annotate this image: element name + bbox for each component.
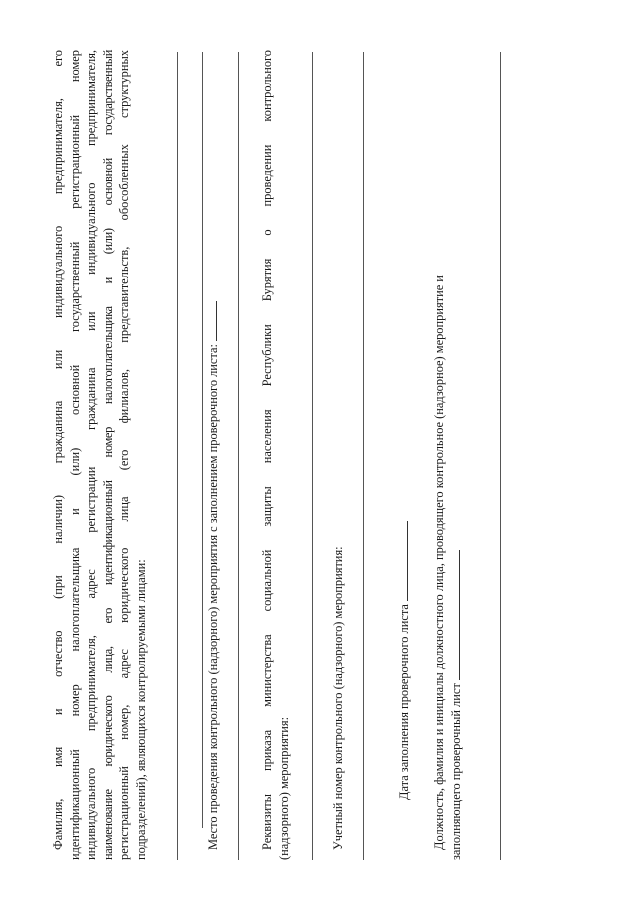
fill-date-field [396,521,408,601]
blank-line-3 [238,52,239,860]
inspection-place-label: Место проведения контрольного (надзорного) мероприятия с заполнением проверочного листа: [205,50,222,860]
fill-date-label: Дата заполнения проверочного листа [396,50,413,860]
official-field [448,550,460,680]
blank-line-6 [500,52,501,860]
official-label-line-1: Должность, фамилия и инициалы должностного лица, проводящего контрольное (надзорное) мероприятие и [432,275,446,850]
controlled-person-label-line-6: подразделений), являющихся контролируемыми лицами: [134,559,148,860]
controlled-person-label-line-1: Фамилия, имя и отчество (при наличии) гражданина или индивидуального предпринимателя, его [51,50,65,850]
controlled-person-label-line-4: наименование юридического лица, его идентификационный номер налогоплательщика и (или) основной государственный [100,50,115,860]
controlled-person-label-line-5: регистрационный номер, адрес юридического лица (его филиалов, представительств, обособленных структурных [117,50,132,860]
blank-line-4 [312,52,313,860]
official-label-line-2: заполняющего проверочный лист [448,50,465,860]
blank-line-1 [177,52,178,860]
blank-line-5 [363,52,364,860]
controlled-person-label-line-3: индивидуального предпринимателя, адрес регистрации гражданина или индивидуального предпринимателя, [84,50,99,860]
blank-line-2 [202,52,203,828]
order-details-label-line-2: (надзорного) мероприятия: [276,716,291,860]
rotated-form [50,50,520,860]
inspection-place-fill [205,301,217,341]
account-number-label: Учетный номер контрольного (надзорного) мероприятия: [331,546,345,850]
controlled-person-label-line-2: идентификационный номер налогоплательщика и (или) основной государственный регистрационный номер [67,50,82,860]
order-details-label-line-1: Реквизиты приказа министерства социальной защиты населения Республики Бурятия о проведении контрольного [260,50,274,850]
